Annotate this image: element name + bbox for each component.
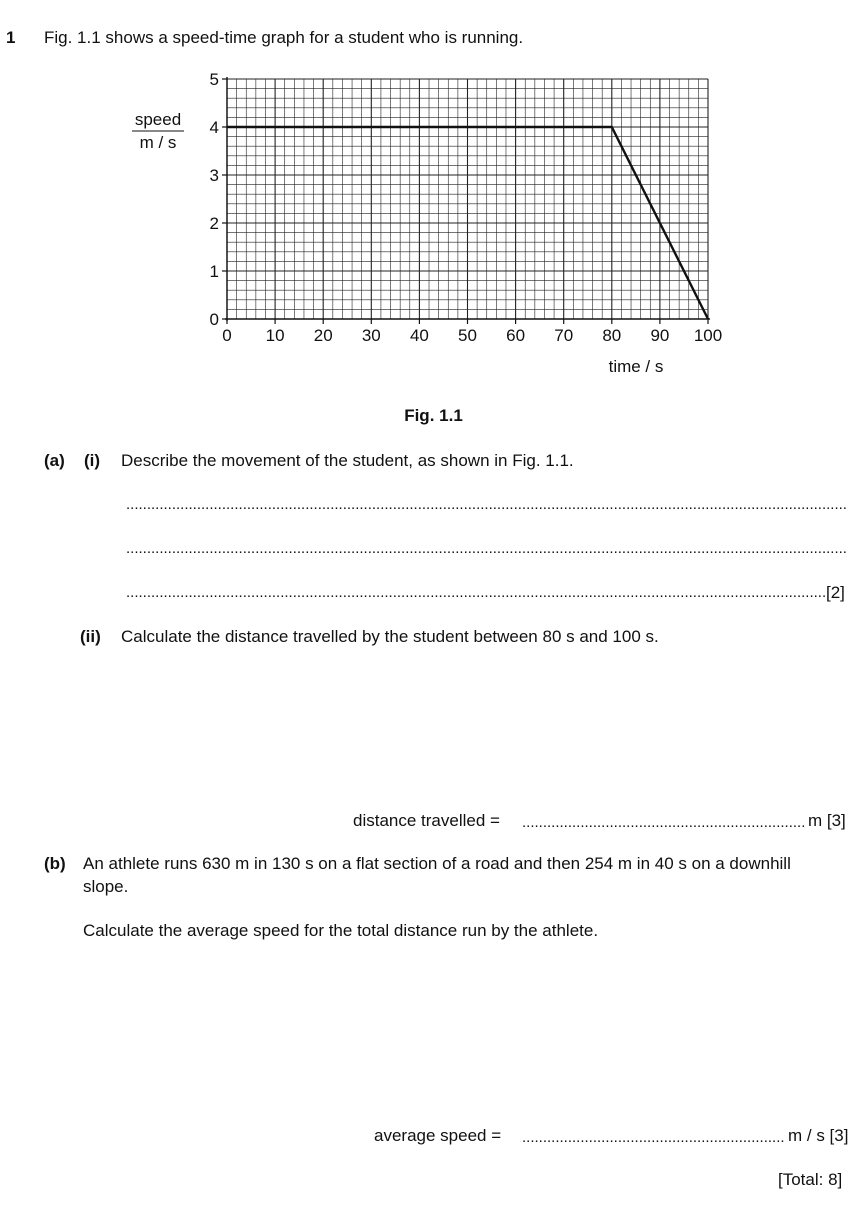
part-b-label: (b) xyxy=(44,854,66,873)
x-tick-label: 80 xyxy=(602,326,622,345)
part-a-ii-label: (ii) xyxy=(80,627,101,646)
average-speed-answer-line[interactable] xyxy=(522,1129,784,1147)
major-grid xyxy=(227,79,708,319)
distance-answer-label: distance travelled = xyxy=(353,811,500,830)
part-b-text-line1: An athlete runs 630 m in 130 s on a flat section of a road and then 254 m in 40 s on a downhill xyxy=(83,854,791,873)
x-tick-label: 100 xyxy=(693,326,723,345)
x-tick-label: 70 xyxy=(554,326,574,345)
answer-line-2[interactable] xyxy=(126,540,848,558)
x-tick-label: 0 xyxy=(222,326,232,345)
part-a-label: (a) xyxy=(44,451,65,470)
total-marks: [Total: 8] xyxy=(778,1170,843,1189)
y-tick-label: 5 xyxy=(209,70,219,89)
x-tick-label: 40 xyxy=(409,326,429,345)
x-tick-label: 30 xyxy=(361,326,381,345)
y-tick-label: 2 xyxy=(209,214,219,233)
x-tick-label: 50 xyxy=(458,326,477,345)
average-speed-unit-marks: m / s [3] xyxy=(788,1126,849,1145)
y-axis-label-top: speed xyxy=(134,110,182,129)
x-axis-label: time / s xyxy=(608,357,664,376)
x-tick-label: 10 xyxy=(265,326,285,345)
x-tick-label: 60 xyxy=(506,326,526,345)
y-tick-label: 4 xyxy=(209,118,219,137)
y-axis-label-bottom: m / s xyxy=(139,133,177,152)
part-a-ii-text: Calculate the distance travelled by the student between 80 s and 100 s. xyxy=(121,627,659,646)
x-tick-label: 90 xyxy=(650,326,670,345)
part-b-text-line2: slope. xyxy=(83,877,129,896)
part-b-instruction: Calculate the average speed for the total distance run by the athlete. xyxy=(83,921,599,940)
y-tick-label: 0 xyxy=(209,310,219,329)
question-intro: Fig. 1.1 shows a speed-time graph for a student who is running. xyxy=(44,28,524,47)
average-speed-answer-label: average speed = xyxy=(374,1126,502,1145)
y-tick-label: 1 xyxy=(209,262,219,281)
marks-a-i: [2] xyxy=(826,583,845,602)
part-a-i-label: (i) xyxy=(84,451,101,470)
answer-line-3[interactable] xyxy=(126,584,826,602)
answer-line-1[interactable] xyxy=(126,496,848,514)
x-tick-label: 20 xyxy=(313,326,333,345)
distance-unit-marks: m [3] xyxy=(808,811,846,830)
ticks xyxy=(210,70,723,345)
y-tick-label: 3 xyxy=(209,166,219,185)
figure-caption: Fig. 1.1 xyxy=(404,406,463,425)
part-a-i-text: Describe the movement of the student, as shown in Fig. 1.1. xyxy=(121,451,574,470)
speed-time-chart xyxy=(0,0,867,400)
question-number: 1 xyxy=(6,28,16,47)
distance-answer-line[interactable] xyxy=(522,814,806,832)
